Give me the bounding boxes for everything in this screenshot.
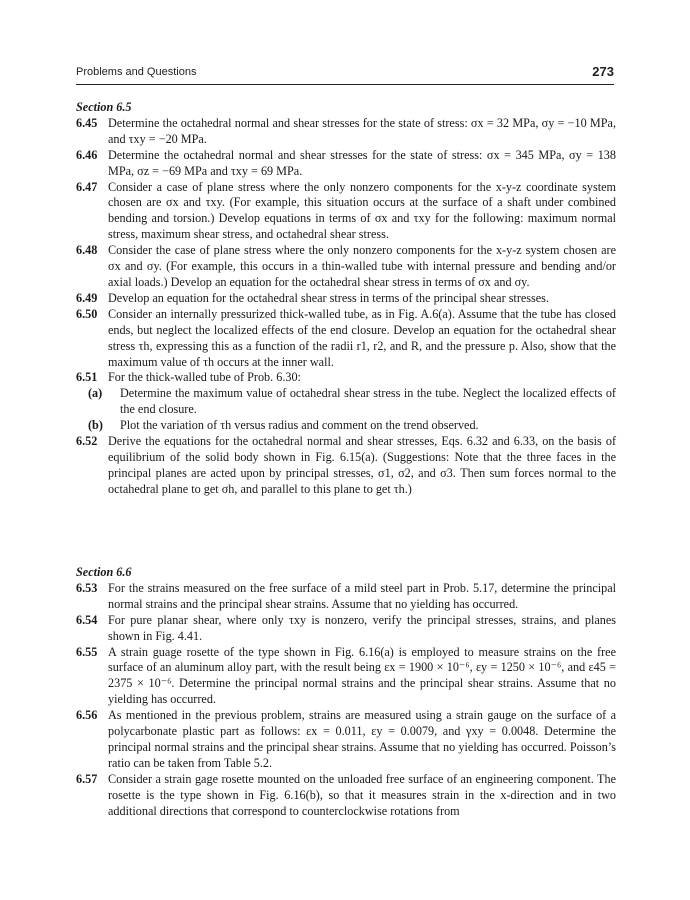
part-text: Determine the maximum value of octahedral shear stress in the tube. Neglect the localized effects of the end closure. xyxy=(120,386,616,417)
problem-6-51-part-a xyxy=(76,386,616,418)
problem-text: For pure planar shear, where only τxy is nonzero, verify the principal stresses, strains, and planes shown in Fig. 4.41. xyxy=(108,612,616,643)
section-6-5 xyxy=(76,100,616,498)
problem-number: 6.48 xyxy=(76,243,98,258)
problem-number: 6.54 xyxy=(76,612,98,627)
problem-number: 6.57 xyxy=(76,771,98,786)
page-number: 273 xyxy=(592,64,614,79)
problem-6-49 xyxy=(76,291,616,307)
problem-text: Derive the equations for the octahedral normal and shear stresses, Eqs. 6.32 and 6.33, on the basis of equilibrium of the solid body shown in Fig. 6.15(a). (Suggestions: Note that the three faces in the principal planes are acted upon by principal stresses, σ1, σ2, and σ3. Then sum forces normal to the octahedral plane to get σh, and parallel to this plane to get τh.) xyxy=(108,434,616,496)
section-title: Section 6.6 xyxy=(76,565,132,579)
problem-6-55 xyxy=(76,645,616,709)
problem-6-53 xyxy=(76,581,616,613)
problem-6-57 xyxy=(76,772,616,820)
problem-text: For the strains measured on the free surface of a mild steel part in Prob. 5.17, determine the principal normal strains and the principal shear strains. Assume that no yielding has occurred. xyxy=(108,580,616,611)
part-text: Plot the variation of τh versus radius and comment on the trend observed. xyxy=(120,418,479,433)
problem-6-51-part-b xyxy=(76,418,616,434)
problem-number: 6.47 xyxy=(76,179,98,194)
problem-6-47 xyxy=(76,180,616,244)
problem-6-54 xyxy=(76,613,616,645)
problem-number: 6.45 xyxy=(76,115,98,130)
problem-6-48 xyxy=(76,243,616,291)
problem-6-51 xyxy=(76,370,616,386)
problem-text: A strain guage rosette of the type shown in Fig. 6.16(a) is employed to measure strains on the free surface of an aluminum alloy part, with the result being εx = 1900 × 10⁻⁶, εy = 1250 × 10⁻⁶, and ε45 = 2375 × 10⁻⁶. Determine the principal normal strains and the principal shear strains. Assume that no yielding has occurred. xyxy=(108,644,616,707)
problem-number: 6.55 xyxy=(76,644,98,659)
running-head: Problems and Questions xyxy=(76,66,197,78)
part-label: (b) xyxy=(88,418,103,433)
section-title: Section 6.5 xyxy=(76,100,132,114)
problem-text: As mentioned in the previous problem, strains are measured using a strain gauge on the surface of a polycarbonate plastic part as follows: εx = 0.011, εy = 0.0079, and γxy = 0.0048. Determine the principal normal strains and the principal shear strains. Assume that no yielding has occurred. Poisson’s ratio can be taken from Table 5.2. xyxy=(108,708,616,770)
problem-6-56 xyxy=(76,708,616,772)
problem-number: 6.51 xyxy=(76,370,98,385)
page-header xyxy=(76,64,614,85)
problem-number: 6.46 xyxy=(76,147,98,162)
problem-text: Develop an equation for the octahedral shear stress in terms of the principal shear stresses. xyxy=(108,290,549,305)
problem-text: Determine the octahedral normal and shear stresses for the state of stress: σx = 345 MPa, σy = 138 MPa, σz = −69 MPa and τxy = 69 MPa. xyxy=(108,147,616,178)
problem-number: 6.52 xyxy=(76,434,98,449)
problem-text: Consider a case of plane stress where the only nonzero components for the x-y-z coordinate system chosen are σx and τxy. (For example, this situation occurs at the surface of a shaft under combined bending and torsion.) Develop equations in terms of σx and τxy for the following: maximum normal stress, maximum shear stress, and octahedral shear stress. xyxy=(108,179,616,242)
problem-6-50 xyxy=(76,307,616,371)
problem-text: For the thick-walled tube of Prob. 6.30: xyxy=(108,370,301,385)
problem-text: Determine the octahedral normal and shear stresses for the state of stress: σx = 32 MPa, σy = −10 MPa, and τxy = −20 MPa. xyxy=(108,115,616,146)
part-label: (a) xyxy=(88,386,103,401)
problem-6-52 xyxy=(76,434,616,498)
problem-number: 6.50 xyxy=(76,306,98,321)
problem-number: 6.56 xyxy=(76,708,98,723)
problem-number: 6.49 xyxy=(76,290,98,305)
problem-number: 6.53 xyxy=(76,580,98,595)
problem-6-46 xyxy=(76,148,616,180)
problem-text: Consider the case of plane stress where the only nonzero components for the x-y-z system chosen are σx and σy. (For example, this occurs in a thin-walled tube with internal pressure and bending and/or axial loads.) Develop an equation for the octahedral shear stress in terms of σx and σy. xyxy=(108,243,616,289)
section-6-6 xyxy=(76,565,616,820)
problem-6-45 xyxy=(76,116,616,148)
problem-text: Consider a strain gage rosette mounted on the unloaded free surface of an engineering component. The rosette is the type shown in Fig. 6.16(b), so that it measures strain in the x-direction and in two additional directions that correspond to counterclockwise rotations from xyxy=(108,771,616,818)
problem-text: Consider an internally pressurized thick-walled tube, as in Fig. A.6(a). Assume that the tube has closed ends, but neglect the localized effects of the end closure. Develop an equation for the octahedral shear stress τh, expressing this as a function of the radii r1, r2, and R, and the pressure p. Also, show that the maximum value of τh occurs at the inner wall. xyxy=(108,306,616,369)
